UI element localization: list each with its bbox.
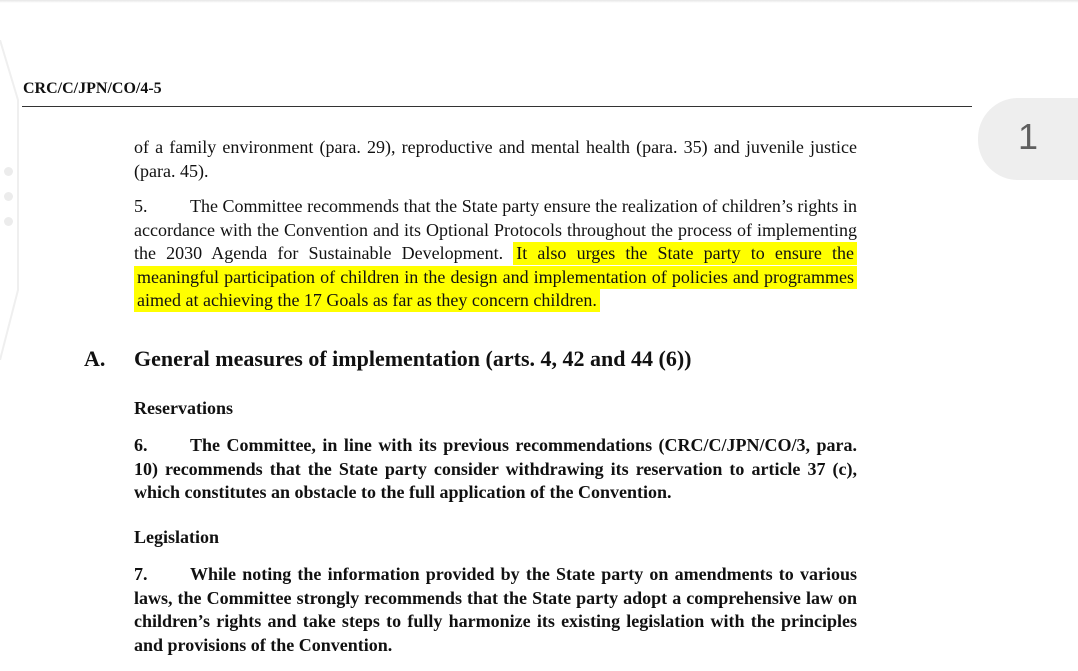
paragraph-continuation: of a family environment (para. 29), reproductive and mental health (para. 35) and juvenile justice (para. 45). [134,137,857,181]
section-title: General measures of implementation (arts. 4, 42 and 44 (6)) [134,346,692,371]
nav-dot-icon[interactable] [4,217,13,226]
viewer-top-shadow [0,0,1078,3]
highlighted-text[interactable]: It also urges the State party to ensure the meaningful participation of children in the design and implementation of policies and programmes aimed at achieving the 17 Goals as far as they concern children. [134,242,857,312]
subheading-reservations: Reservations [134,398,233,418]
paragraph-number: 6. [134,435,148,455]
paragraph-number: 5. [134,196,148,216]
viewer-left-edge [0,40,20,360]
paragraph-number: 7. [134,564,148,584]
document-symbol: CRC/C/JPN/CO/4-5 [23,80,162,97]
nav-dot-icon[interactable] [4,167,13,176]
subheading-legislation: Legislation [134,527,220,547]
header-rule [22,106,972,107]
page-number-label: 1 [1018,116,1039,157]
paragraph-5 [134,195,857,313]
nav-dot-icon[interactable] [4,192,13,201]
paragraph-text: The Committee, in line with its previous recommendations (CRC/C/JPN/CO/3, para. 10) recommends that the State party consider withdrawing its reservation to article 37 (c), which constitutes an obstacle to the full application of the Convention. [134,435,857,503]
paragraph-7 [134,563,857,657]
section-heading-a [84,346,691,372]
paragraph-text: The Committee recommends that the State party ensure the realization of children’s rights in accordance with the Convention and its Optional Protocols throughout the process of implementing the 2030 Agenda for Sustainable Development. [134,196,857,264]
paragraph-text: While noting the information provided by the State party on amendments to various laws, the Committee strongly recommends that the State party adopt a comprehensive law on children’s rights and take steps to fully harmonize its existing legislation with the principles and provisions of the Convention. [134,564,857,655]
paragraph-6 [134,434,857,505]
section-letter: A. [84,346,106,371]
